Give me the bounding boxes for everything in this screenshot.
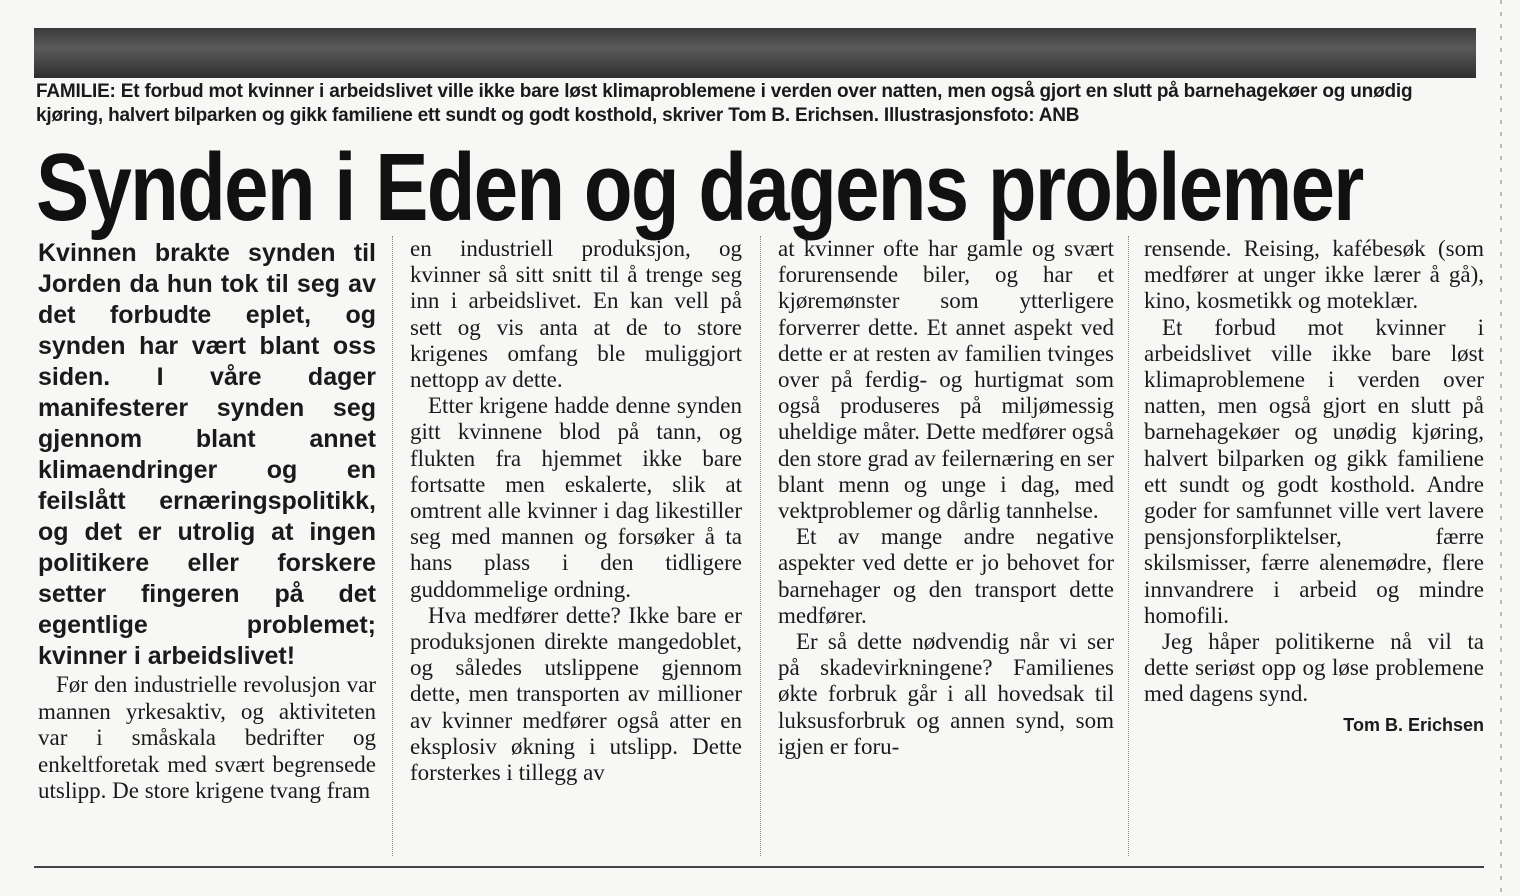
column-2 — [410, 236, 742, 786]
column-3 — [778, 236, 1114, 760]
bottom-rule — [34, 866, 1484, 868]
body-paragraph: at kvinner ofte har gamle og svært forurensende biler, og har et kjøremønster som ytterligere forverrer dette. Et annet aspekt ved dette er at resten av familien tvinges over på ferdig- og hurtigmat som også produseres på miljømessig uheldige måter. Dette medfører også den store grad av feilernæring en ser blant menn og unge i dag, med vektproblemer og dårlig tannhelse. — [778, 236, 1114, 524]
column-divider — [1128, 236, 1129, 856]
headline: Synden i Eden og dagens problemer — [36, 134, 1363, 241]
column-4 — [1144, 236, 1484, 738]
column-1 — [38, 238, 376, 805]
body-paragraph: Et forbud mot kvinner i arbeidslivet ville ikke bare løst klimaproblemene i verden over natten, men også gjort en slutt på barnehagekøer og unødig kjøring, halvert bilparken og gikk familiene ett sundt og godt kosthold. Andre goder for samfunnet ville vert lavere pensjonsforpliktelser, færre skilsmisser, færre alenemødre, flere innvandrere i arbeid og mindre homofili. — [1144, 314, 1484, 628]
photo-strip — [34, 28, 1476, 78]
body-paragraph: Er så dette nødvendig når vi ser på skadevirkningene? Familienes økte forbruk går i all hovedsak til luksusforbruk og annen synd, som igjen er foru- — [778, 629, 1114, 759]
body-paragraph: Et av mange andre negative aspekter ved dette er jo behovet for barnehager og den transport dette medfører. — [778, 524, 1114, 628]
column-divider — [392, 236, 393, 856]
column-divider — [760, 236, 761, 856]
body-paragraph: rensende. Reising, kafébesøk (som medfører at unger ikke lærer å gå), kino, kosmetikk og moteklær. — [1144, 236, 1484, 314]
body-paragraph: Jeg håper politikerne nå vil ta dette seriøst opp og løse problemene med dagens synd. — [1144, 629, 1484, 707]
lead-paragraph: Kvinnen brakte synden til Jorden da hun tok til seg av det forbudte eplet, og synden har vært blant oss siden. I våre dager manifesterer synden seg gjennom blant annet klimaendringer og en feilslått ernæringspolitikk, og det er utrolig at ingen politikere eller forskere setter fingeren på det egentlige problemet; kvinner i arbeidslivet! — [38, 239, 376, 670]
page-edge — [1500, 0, 1502, 896]
caption-text: Et forbud mot kvinner i arbeidslivet ville ikke bare løst klimaproblemene i verden over natten, men også gjort en slutt på barnehagekøer og unødig kjøring, halvert bilparken og gikk familiene ett sundt og godt kosthold, skriver Tom B. Erichsen. Illustrasjonsfoto: ANB — [36, 81, 1413, 126]
photo-caption — [36, 80, 1476, 128]
body-paragraph: Hva medfører dette? Ikke bare er produksjonen direkte mangedoblet, og således utslippene gjennom dette, men transporten av millioner av kvinner medfører også atter en eksplosiv økning i utslipp. Dette forsterkes i tillegg av — [410, 602, 742, 786]
author-signature: Tom B. Erichsen — [1343, 714, 1484, 735]
body-paragraph: en industriell produksjon, og kvinner så sitt snitt til å trenge seg inn i arbeidslivet. En kan vell på sett og vis anta at de to store krigenes omfang ble muliggjort nettopp av dette. — [410, 236, 742, 393]
body-paragraph: Før den industrielle revolusjon var mannen yrkesaktiv, og aktiviteten var i småskala bedrifter og enkeltforetak med svært begrensede utslipp. De store krigene tvang fram — [38, 672, 376, 803]
body-paragraph: Etter krigene hadde denne synden gitt kvinnene blod på tann, og flukten fra hjemmet ikke bare fortsatte men eskalerte, slik at omtrent alle kvinner i dag likestiller seg med mannen og forsøker å ta hans plass i den tidligere guddommelige ordning. — [410, 393, 742, 602]
caption-kicker: FAMILIE: — [36, 81, 116, 102]
